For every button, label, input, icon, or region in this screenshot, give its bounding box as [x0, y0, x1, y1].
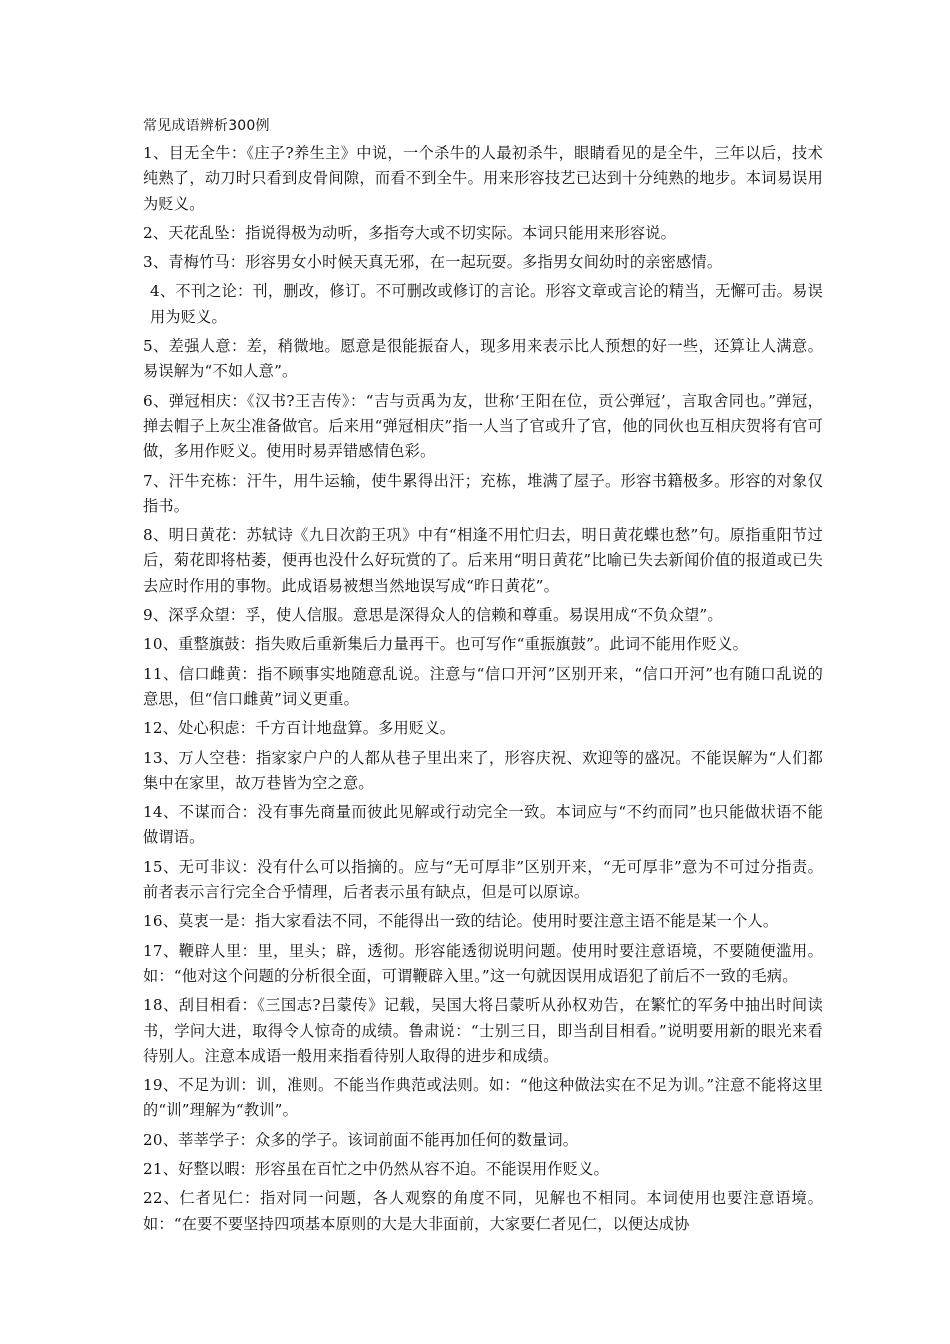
idiom-entry: 1、目无全牛：《庄子?养生主》中说，一个杀牛的人最初杀牛，眼睛看见的是全牛，三年以后，技术纯熟了，动刀时只看到皮骨间隙，而看不到全牛。用来形容技艺已达到十分纯熟的地步。本词易误用为贬义。	[143, 144, 823, 213]
idiom-entry: 18、刮目相看：《三国志?吕蒙传》记载，吴国大将吕蒙听从孙权劝告，在繁忙的军务中抽出时间读书，学问大进，取得令人惊奇的成绩。鲁肃说：“士别三日，即当刮目相看。”说明要用新的眼光来看待别人。注意本成语一般用来指看待别人取得的进步和成绩。	[143, 996, 823, 1065]
idiom-entry: 11、信口雌黄：指不顾事实地随意乱说。注意与“信口开河”区别开来，“信口开河”也有随口乱说的意思，但“信口雌黄”词义更重。	[143, 664, 823, 708]
idiom-entry: 22、仁者见仁：指对同一问题，各人观察的角度不同，见解也不相同。本词使用也要注意语境。如：“在要不要坚持四项基本原则的大是大非面前，大家要仁者见仁，以便达成协	[143, 1189, 823, 1233]
document-title: 常见成语辨析300例	[143, 118, 270, 134]
idiom-entry: 9、深孚众望：孚，使人信服。意思是深得众人的信赖和尊重。易误用成“不负众望”。	[143, 606, 723, 625]
entry-list	[143, 141, 823, 1237]
idiom-entry: 6、弹冠相庆：《汉书?王吉传》：“吉与贡禹为友，世称‘王阳在位，贡公弹冠’，言取舍同也。”弹冠，掸去帽子上灰尘准备做官。后来用“弹冠相庆”指一人当了官或升了官，他的同伙也互相庆贺将有官可做，多用作贬义。使用时易弄错感情色彩。	[143, 391, 823, 461]
idiom-entry: 16、莫衷一是：指大家看法不同，不能得出一致的结论。使用时要注意主语不能是某一个人。	[143, 912, 779, 931]
idiom-entry: 21、好整以暇：形容虽在百忙之中仍然从容不迫。不能误用作贬义。	[143, 1159, 609, 1178]
idiom-entry: 12、处心积虑：千方百计地盘算。多用贬义。	[143, 719, 456, 738]
idiom-entry: 2、天花乱坠：指说得极为动听，多指夸大或不切实际。本词只能用来形容说。	[143, 223, 677, 242]
idiom-entry: 14、不谋而合：没有事先商量而彼此见解或行动完全一致。本词应与“不约而同”也只能做状语不能做谓语。	[143, 803, 823, 847]
idiom-entry: 3、青梅竹马：形容男女小时候天真无邪，在一起玩耍。多指男女间幼时的亲密感情。	[143, 253, 723, 272]
idiom-entry: 10、重整旗鼓：指失败后重新集后力量再干。也可写作“重振旗鼓”。此词不能用作贬义。	[143, 635, 748, 654]
idiom-entry: 4、不刊之论：刊，删改，修订。不可删改或修订的言论。形容文章或言论的精当，无懈可击。易误用为贬义。	[150, 282, 823, 326]
idiom-entry: 5、差强人意：差，稍微地。愿意是很能振奋人，现多用来表示比人预想的好一些，还算让人满意。易误解为“不如人意”。	[143, 337, 823, 381]
idiom-entry: 15、无可非议：没有什么可以指摘的。应与“无可厚非”区别开来，“无可厚非”意为不可过分指责。前者表示言行完全合乎情理，后者表示虽有缺点，但是可以原谅。	[143, 857, 823, 902]
idiom-entry: 13、万人空巷：指家家户户的人都从巷子里出来了，形容庆祝、欢迎等的盛况。不能误解为“人们都集中在家里，故万巷皆为空之意。	[143, 748, 823, 792]
idiom-entry: 19、不足为训：训，准则。不能当作典范或法则。如：“他这种做法实在不足为训。”注意不能将这里的“训”理解为“教训”。	[143, 1076, 823, 1120]
idiom-entry: 20、莘莘学子：众多的学子。该词前面不能再加任何的数量词。	[143, 1130, 579, 1149]
idiom-entry: 7、汗牛充栋：汗牛，用牛运输，使牛累得出汗；充栋，堆满了屋子。形容书籍极多。形容的对象仅指书。	[143, 471, 823, 515]
idiom-entry: 17、鞭辟人里：里，里头；辟，透彻。形容能透彻说明问题。使用时要注意语境，不要随便滥用。如：“他对这个问题的分析很全面，可谓鞭辟入里。”这一句就因误用成语犯了前后不一致的毛病。	[143, 941, 823, 985]
idiom-entry: 8、明日黄花：苏轼诗《九日次韵王巩》中有“相逢不用忙归去，明日黄花蝶也愁”句。原指重阳节过后，菊花即将枯萎，便再也没什么好玩赏的了。后来用“明日黄花”比喻已失去新闻价值的报道或已失去应时作用的事物。此成语易被想当然地误写成“昨日黄花”。	[143, 526, 823, 595]
document-body	[143, 116, 823, 1241]
